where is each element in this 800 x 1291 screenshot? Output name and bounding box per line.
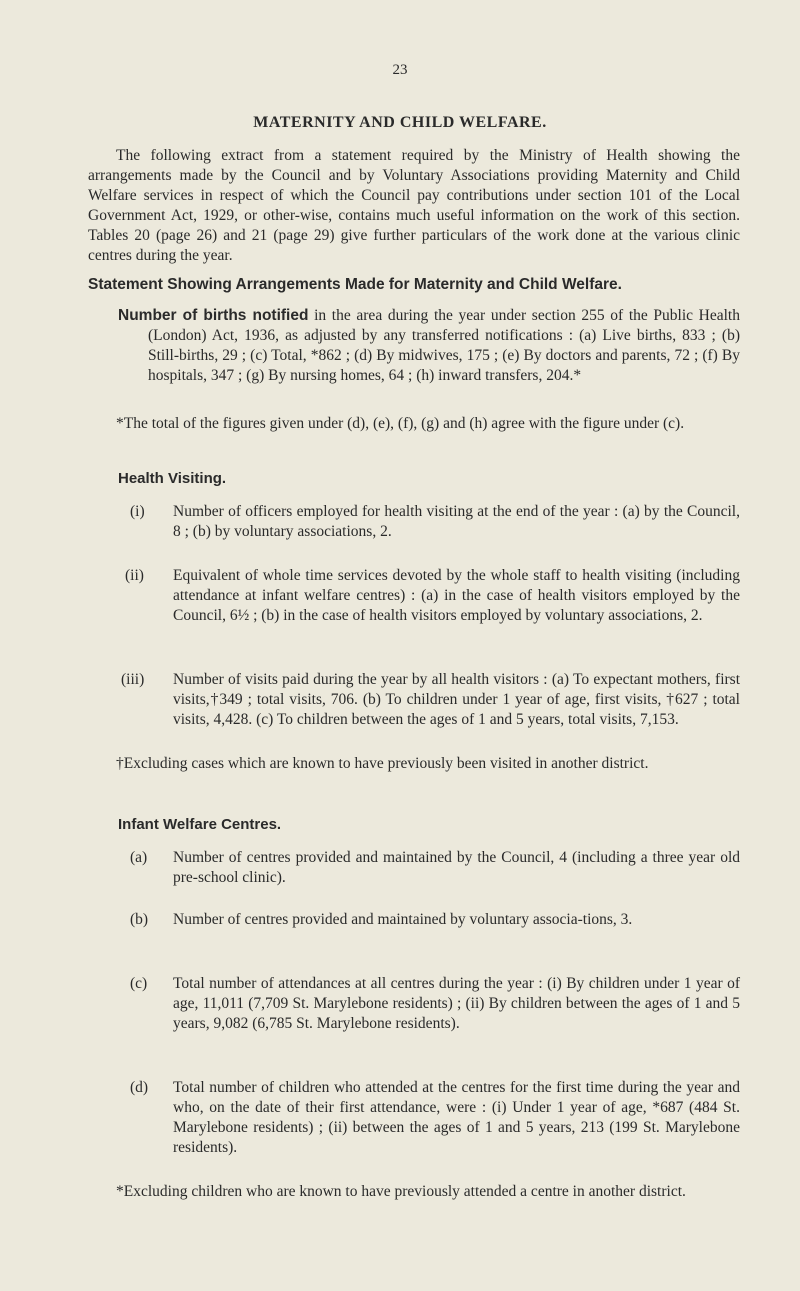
health-visiting-heading: Health Visiting. (118, 470, 227, 487)
health-visiting-item (125, 566, 740, 646)
item-text: Number of centres provided and maintained by the Council, 4 (including a three year old pre-school clinic). (173, 849, 740, 886)
intro-paragraph: The following extract from a statement required by the Ministry of Health showing the arrangements made by the Council and by Voluntary Associations providing Maternity and Child Welfare services in respect of which the Council pay contributions under section 101 of the Local Government Act, 1929, or other-wise, contains much useful information on the work of this section. Tables 20 (page 26) and 21 (page 29) give further particulars of the work done at the various clinic centres during the year. (88, 147, 740, 264)
item-label: (d) (130, 1079, 149, 1096)
item-text: Total number of attendances at all centres during the year : (i) By children under 1 year of age, 11,011 (7,709 St. Marylebone residents) ; (ii) By children between the ages of 1 and 5 years, 9,082 (6,785 St. Marylebone residents). (173, 975, 740, 1032)
item-text: Equivalent of whole time services devoted by the whole staff to health visiting (including attendance at infant welfare centres) : (a) in the case of health visitors employed by the Council, 6½ ; (b) in the case of health visitors employed by voluntary associations, 2. (173, 567, 740, 624)
births-text: in the area during the year under section 255 of the Public Health (London) Act, 1936, as adjusted by any transferred notifications : (a) Live births, 833 ; (b) Still-births, 29 ; (c) Total, *862 ; (d) By midwives, 175 ; (e) By doctors and parents, 72 ; (f) By hospitals, 347 ; (g) By nursing homes, 64 ; (h) inward transfers, 204.* (148, 307, 740, 384)
item-label: (ii) (125, 567, 144, 584)
item-text: Number of officers employed for health visiting at the end of the year : (a) by the Council, 8 ; (b) by voluntary associations, 2. (173, 503, 740, 540)
item-label: (a) (130, 849, 148, 866)
item-label: (iii) (121, 671, 145, 688)
statement-heading: Statement Showing Arrangements Made for Maternity and Child Welfare. (88, 276, 622, 293)
births-footnote: *The total of the figures given under (d), (e), (f), (g) and (h) agree with the figure under (c). (116, 415, 685, 432)
item-text: Number of centres provided and maintained by voluntary associa-tions, 3. (173, 911, 633, 928)
infant-welfare-item (130, 848, 740, 888)
item-label: (b) (130, 911, 149, 928)
page-number: 23 (392, 62, 408, 78)
item-text: Total number of children who attended at the centres for the first time during the year and who, on the date of their first attendance, were : (i) Under 1 year of age, *687 (484 St. Marylebone residents) ; (ii) between the ages of 1 and 5 years, 213 (199 St. Marylebone residents). (173, 1079, 740, 1156)
infant-welfare-item (130, 910, 740, 950)
page-title: MATERNITY AND CHILD WELFARE. (253, 114, 547, 131)
health-visiting-item (130, 502, 740, 542)
infant-welfare-heading: Infant Welfare Centres. (118, 816, 282, 833)
item-label: (i) (130, 503, 145, 520)
births-lead: Number of births notified (118, 307, 309, 324)
infant-welfare-item (130, 1078, 740, 1178)
infant-welfare-footnote: *Excluding children who are known to have previously attended a centre in another district. (116, 1183, 686, 1200)
health-visiting-item (121, 670, 740, 730)
births-notified-paragraph (118, 306, 740, 386)
infant-welfare-item (130, 974, 740, 1054)
item-label: (c) (130, 975, 148, 992)
health-visiting-footnote: †Excluding cases which are known to have previously been visited in another district. (116, 755, 649, 772)
item-text: Number of visits paid during the year by all health visitors : (a) To expectant mothers, first visits,†349 ; total visits, 706. (b) To children under 1 year of age, first visits, †627 ; total visits, 4,428. (c) To children between the ages of 1 and 5 years, total visits, 7,153. (173, 671, 740, 728)
